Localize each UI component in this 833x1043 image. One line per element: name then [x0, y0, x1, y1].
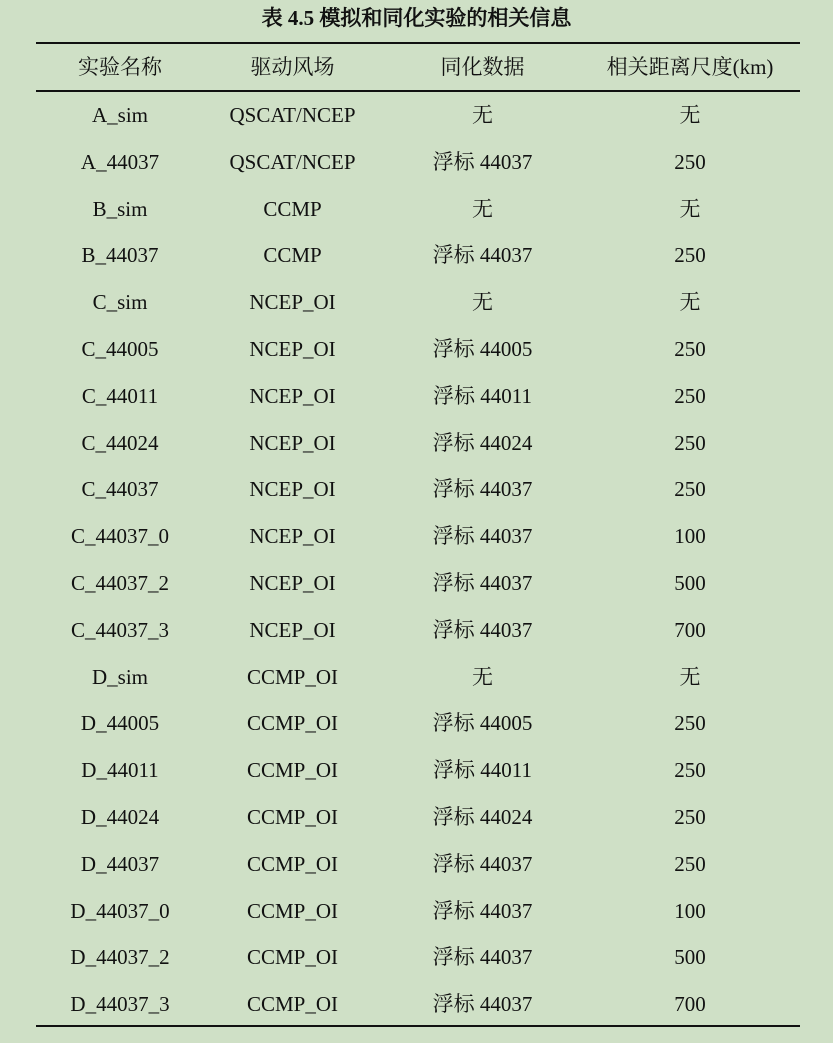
- cell-wind-forcing: NCEP_OI: [249, 430, 336, 455]
- table-row: [0, 794, 833, 841]
- table-bottom-rule: [36, 1025, 800, 1027]
- cell-experiment-name: C_44005: [81, 336, 159, 361]
- cell-experiment-name: B_44037: [81, 243, 159, 268]
- cell-experiment-name: D_44024: [80, 804, 160, 829]
- table-row: [0, 279, 833, 326]
- cell-wind-forcing: CCMP_OI: [246, 898, 339, 923]
- cell-experiment-name: C_44037_0: [70, 524, 169, 549]
- cell-wind-forcing: NCEP_OI: [249, 477, 336, 502]
- cell-assimilated-data: 浮标 44037: [432, 617, 533, 642]
- table-row: [0, 560, 833, 607]
- cell-correlation-length: 无: [679, 103, 701, 127]
- table-row: [0, 981, 833, 1028]
- cell-correlation-length: 无: [679, 664, 701, 689]
- cell-correlation-length: 700: [674, 992, 706, 1017]
- cell-wind-forcing: CCMP_OI: [246, 851, 339, 876]
- cell-experiment-name: B_sim: [92, 196, 148, 221]
- cell-experiment-name: D_44037: [80, 851, 160, 876]
- cell-correlation-length: 250: [674, 149, 706, 174]
- cell-experiment-name: D_sim: [91, 664, 148, 689]
- cell-correlation-length: 无: [679, 290, 701, 315]
- table-row: [0, 186, 833, 233]
- cell-assimilated-data: 浮标 44005: [432, 336, 533, 361]
- cell-wind-forcing: QSCAT/NCEP: [229, 103, 356, 127]
- cell-assimilated-data: 无: [472, 103, 493, 127]
- cell-wind-forcing: NCEP_OI: [249, 617, 336, 642]
- cell-experiment-name: C_44037_3: [70, 617, 169, 642]
- cell-assimilated-data: 浮标 44037: [432, 570, 533, 595]
- header-assimilated-data: 同化数据: [440, 55, 525, 79]
- table-row: [0, 607, 833, 654]
- cell-correlation-length: 250: [674, 430, 706, 455]
- cell-wind-forcing: CCMP_OI: [246, 992, 339, 1017]
- cell-correlation-length: 100: [674, 524, 706, 549]
- header-experiment-name: 实验名称: [78, 55, 162, 79]
- cell-experiment-name: C_44037_2: [70, 570, 169, 595]
- cell-assimilated-data: 浮标 44037: [432, 898, 533, 923]
- cell-wind-forcing: CCMP_OI: [246, 758, 339, 783]
- cell-experiment-name: D_44011: [81, 758, 159, 783]
- cell-assimilated-data: 浮标 44037: [432, 477, 533, 502]
- header-correlation-length: 相关距离尺度(km): [606, 55, 774, 79]
- table-row: [0, 700, 833, 747]
- cell-correlation-length: 100: [674, 898, 706, 923]
- cell-experiment-name: A_44037: [80, 149, 160, 174]
- cell-correlation-length: 250: [674, 804, 706, 829]
- table-row: [0, 420, 833, 467]
- cell-wind-forcing: CCMP: [263, 243, 322, 268]
- table-header-row: [0, 44, 833, 90]
- table-row: [0, 139, 833, 186]
- cell-wind-forcing: NCEP_OI: [249, 290, 336, 315]
- cell-assimilated-data: 无: [472, 290, 493, 315]
- table-row: [0, 232, 833, 279]
- cell-wind-forcing: NCEP_OI: [249, 570, 336, 595]
- cell-assimilated-data: 浮标 44024: [432, 430, 533, 455]
- cell-assimilated-data: 浮标 44024: [432, 804, 533, 829]
- table-row: [0, 888, 833, 935]
- table-row: [0, 92, 833, 139]
- cell-assimilated-data: 浮标 44037: [432, 851, 533, 876]
- table-row: [0, 513, 833, 560]
- cell-wind-forcing: CCMP_OI: [246, 711, 339, 736]
- table-row: [0, 466, 833, 513]
- cell-assimilated-data: 浮标 44037: [432, 149, 533, 174]
- cell-correlation-length: 250: [674, 477, 706, 502]
- table-row: [0, 654, 833, 701]
- cell-assimilated-data: 无: [472, 664, 493, 689]
- header-wind-forcing: 驱动风场: [250, 55, 335, 79]
- cell-wind-forcing: NCEP_OI: [249, 336, 336, 361]
- cell-experiment-name: D_44037_3: [70, 992, 170, 1017]
- cell-wind-forcing: NCEP_OI: [249, 524, 336, 549]
- cell-assimilated-data: 浮标 44005: [432, 711, 533, 736]
- cell-correlation-length: 500: [674, 570, 706, 595]
- cell-correlation-length: 250: [674, 851, 706, 876]
- cell-experiment-name: C_44037: [81, 477, 159, 502]
- cell-assimilated-data: 浮标 44011: [433, 758, 532, 783]
- cell-experiment-name: D_44037_0: [70, 898, 170, 923]
- table-row: [0, 373, 833, 420]
- cell-wind-forcing: CCMP_OI: [246, 664, 339, 689]
- table-row: [0, 934, 833, 981]
- cell-experiment-name: D_44005: [80, 711, 160, 736]
- cell-wind-forcing: CCMP_OI: [246, 804, 339, 829]
- cell-correlation-length: 250: [674, 758, 706, 783]
- cell-assimilated-data: 浮标 44037: [432, 243, 533, 268]
- cell-correlation-length: 500: [674, 945, 706, 970]
- cell-wind-forcing: CCMP_OI: [246, 945, 339, 970]
- cell-correlation-length: 无: [679, 196, 701, 221]
- cell-wind-forcing: QSCAT/NCEP: [229, 149, 356, 174]
- cell-assimilated-data: 浮标 44037: [432, 524, 533, 549]
- cell-experiment-name: C_44011: [81, 383, 159, 408]
- table-row: [0, 747, 833, 794]
- cell-experiment-name: D_44037_2: [70, 945, 170, 970]
- table-row: [0, 841, 833, 888]
- cell-experiment-name: C_44024: [81, 430, 159, 455]
- cell-correlation-length: 250: [674, 711, 706, 736]
- table-row: [0, 326, 833, 373]
- table-caption: 表 4.5 模拟和同化实验的相关信息: [261, 6, 572, 30]
- cell-assimilated-data: 浮标 44037: [432, 992, 533, 1017]
- cell-wind-forcing: NCEP_OI: [249, 383, 336, 408]
- cell-correlation-length: 250: [674, 383, 706, 408]
- cell-correlation-length: 250: [674, 243, 706, 268]
- cell-experiment-name: C_sim: [92, 290, 148, 315]
- cell-wind-forcing: CCMP: [263, 196, 322, 221]
- cell-correlation-length: 700: [674, 617, 706, 642]
- cell-assimilated-data: 浮标 44037: [432, 945, 533, 970]
- cell-assimilated-data: 浮标 44011: [433, 383, 532, 408]
- table-body: [0, 92, 833, 1028]
- cell-correlation-length: 250: [674, 336, 706, 361]
- cell-experiment-name: A_sim: [91, 103, 148, 127]
- cell-assimilated-data: 无: [472, 196, 493, 221]
